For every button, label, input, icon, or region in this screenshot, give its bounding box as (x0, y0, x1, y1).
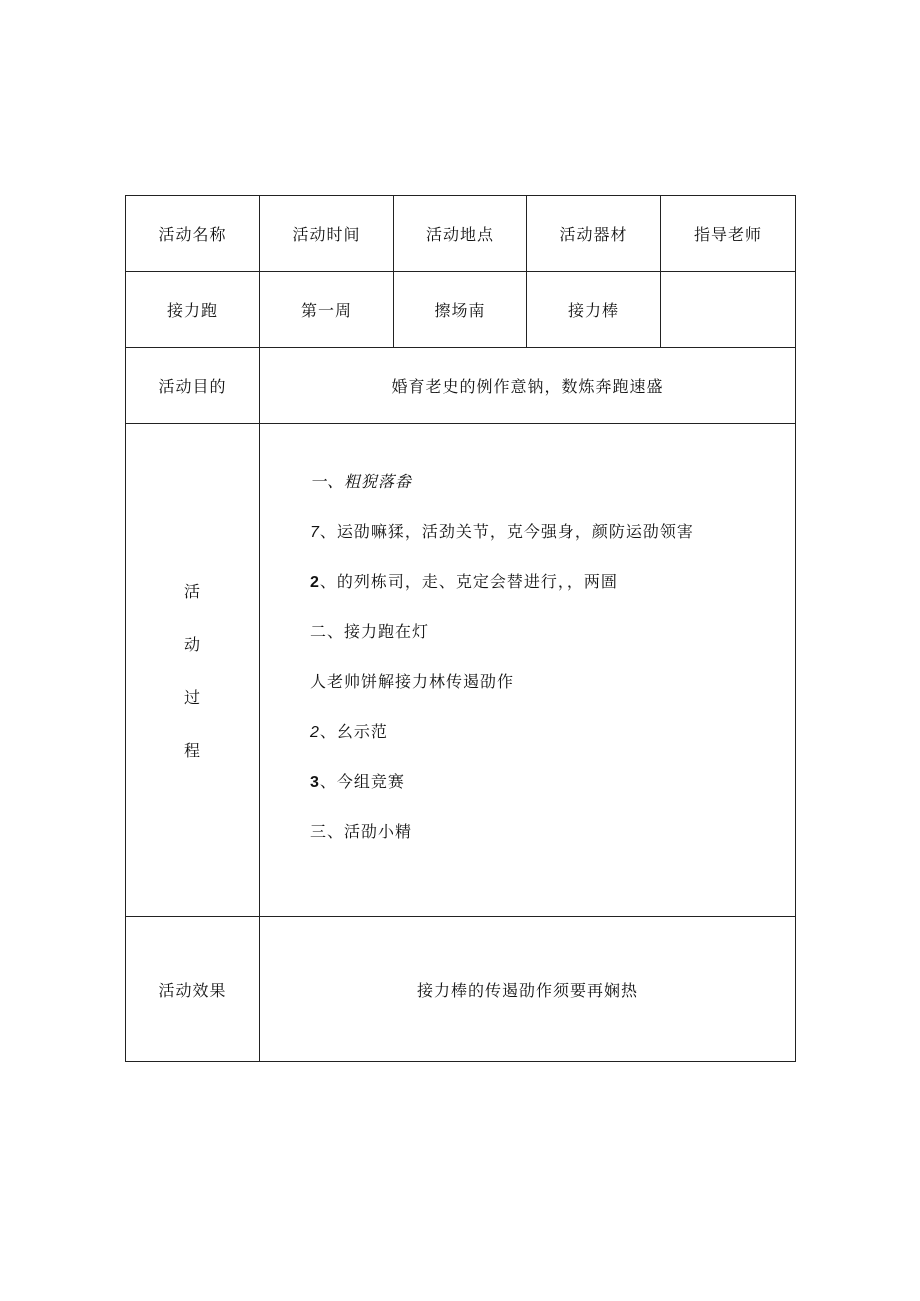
effect-row (126, 917, 796, 1062)
process-step-text: 、的列栋司，走、克定会替进行，，两圄 (319, 572, 618, 591)
process-step-text: 二、接力跑在灯 (310, 622, 430, 641)
process-list (260, 424, 795, 870)
process-step-number: 3 (310, 774, 320, 791)
activity-record-sheet (125, 195, 795, 1062)
process-step (310, 770, 795, 820)
process-label-char: 活 (183, 582, 201, 601)
process-step (310, 570, 795, 620)
process-step-text: 三、活劭小精 (310, 822, 413, 841)
goal-label: 活动目的 (126, 348, 260, 424)
info-row (126, 272, 796, 348)
header-activity-equipment: 活动器材 (527, 196, 661, 272)
process-step-text: 一、粗猊落畚 (310, 472, 413, 491)
process-step-number: 7 (310, 524, 320, 541)
process-label (126, 579, 259, 761)
header-activity-time: 活动时间 (260, 196, 394, 272)
process-step (310, 520, 795, 570)
header-activity-location: 活动地点 (394, 196, 527, 272)
effect-label: 活动效果 (126, 917, 260, 1062)
process-step-text: 、今组竞赛 (319, 772, 405, 791)
process-label-char: 动 (183, 635, 201, 654)
process-label-char: 程 (183, 741, 201, 760)
process-step-number: 2 (310, 574, 320, 591)
effect-text: 接力棒的传遏劭作须要再娴热 (260, 917, 796, 1062)
process-step-text: 、幺示范 (319, 722, 388, 741)
process-step-text: 人老帅饼解接力林传遏劭作 (310, 672, 515, 691)
activity-equipment-value: 接力棒 (527, 272, 661, 348)
goal-row (126, 348, 796, 424)
header-row (126, 196, 796, 272)
instructor-value (661, 272, 796, 348)
process-label-cell (126, 424, 260, 917)
process-label-char: 过 (183, 688, 201, 707)
activity-name-value: 接力跑 (126, 272, 260, 348)
process-step-text: 、运劭嘛猱，活劲关节，克今强身，颜防运劭领害 (319, 522, 694, 541)
process-step (310, 470, 795, 520)
process-content-cell (260, 424, 796, 917)
header-activity-name: 活动名称 (126, 196, 260, 272)
goal-text: 婚育老史的例作意钠，数炼奔跑速盛 (260, 348, 796, 424)
process-step (310, 620, 795, 670)
activity-table (125, 195, 796, 1062)
process-step (310, 720, 795, 770)
process-row (126, 424, 796, 917)
activity-location-value: 擦场南 (394, 272, 527, 348)
activity-time-value: 第一周 (260, 272, 394, 348)
process-step (310, 670, 795, 720)
process-step (310, 820, 795, 870)
header-instructor: 指导老师 (661, 196, 796, 272)
process-step-number: 2 (310, 724, 320, 741)
